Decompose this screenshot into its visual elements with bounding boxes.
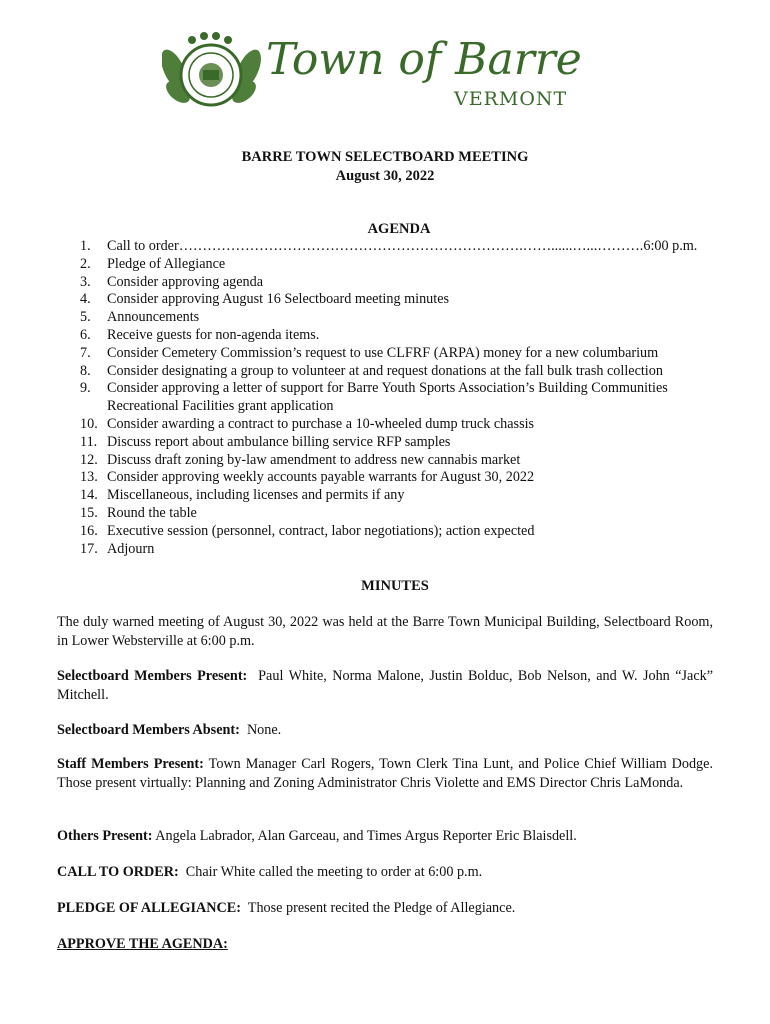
members-absent-text: None. — [246, 722, 282, 738]
agenda-item-number: 1. — [80, 238, 91, 254]
pledge-text: Those present recited the Pledge of Allegiance. — [247, 900, 516, 916]
agenda-item — [80, 541, 740, 559]
agenda-item-text: Receive guests for non-agenda items. — [107, 326, 320, 343]
agenda-item — [80, 469, 740, 487]
staff-present-label: Staff Members Present: — [57, 756, 204, 772]
agenda-item-number: 17. — [80, 540, 98, 557]
agenda-item — [80, 309, 740, 327]
call-to-order-text: Chair White called the meeting to order at 6:00 p.m. — [185, 864, 483, 880]
agenda-item — [80, 274, 740, 292]
agenda-item-number: 7. — [80, 344, 91, 361]
agenda-item-text: Round the table — [107, 504, 197, 521]
agenda-item-text: Consider approving a letter of support for Barre Youth Sports Association’s Building Communities — [107, 380, 668, 397]
agenda-item-number: 4. — [80, 291, 91, 308]
agenda-heading: AGENDA — [367, 221, 431, 237]
agenda-item — [80, 452, 740, 470]
agenda-item-number: 3. — [80, 273, 91, 290]
agenda-item-text: Announcements — [107, 309, 200, 326]
members-present-label: Selectboard Members Present: — [57, 668, 248, 684]
agenda-item — [80, 487, 740, 505]
members-absent-label: Selectboard Members Absent: — [57, 722, 240, 738]
agenda-item-text: Recreational Facilities grant application — [107, 398, 334, 415]
staff-present-text: Town Manager Carl Rogers, Town Clerk Tina Lunt, and Police Chief William Dodge. Those present virtually: Planning and Zoning Administrator Chris Violette and EMS Director Chris LaMonda. — [57, 756, 713, 791]
agenda-item — [80, 416, 740, 434]
agenda-item — [80, 363, 740, 381]
logo-subtitle: VERMONT — [454, 88, 568, 110]
agenda-item — [80, 434, 740, 452]
agenda-item — [80, 291, 740, 309]
agenda-item-number: 10. — [80, 415, 98, 432]
minutes-heading: MINUTES — [361, 578, 429, 594]
agenda-item — [80, 523, 740, 541]
call-to-order — [57, 863, 713, 882]
agenda-item-text: Adjourn — [107, 540, 155, 557]
agenda-item-text: Consider Cemetery Commission’s request to use CLFRF (ARPA) money for a new columbarium — [107, 344, 659, 361]
pledge — [57, 899, 713, 918]
agenda-item-text: Consider approving weekly accounts payable warrants for August 30, 2022 — [107, 469, 535, 486]
agenda-item-text: Executive session (personnel, contract, labor negotiations); action expected — [107, 522, 535, 539]
members-present — [57, 667, 713, 704]
agenda-item-text: Consider awarding a contract to purchase a 10-wheeled dump truck chassis — [107, 415, 535, 432]
agenda-item — [80, 327, 740, 345]
meeting-title: BARRE TOWN SELECTBOARD MEETING — [241, 149, 529, 165]
others-present-label: Others Present: — [57, 828, 153, 844]
call-to-order-label: CALL TO ORDER: — [57, 864, 179, 880]
agenda-item-text: Miscellaneous, including licenses and permits if any — [107, 487, 405, 504]
agenda-item-number: 5. — [80, 309, 91, 326]
agenda-list — [80, 238, 740, 558]
town-seal-icon — [162, 30, 262, 114]
minutes-intro: The duly warned meeting of August 30, 2022 was held at the Barre Town Municipal Building, Selectboard Room, in Lower Websterville at 6:00 p.m. — [57, 614, 713, 649]
agenda-item — [80, 345, 740, 363]
agenda-item-text: Consider approving agenda — [107, 273, 264, 290]
logo-wordmark: Town of Barre — [266, 34, 582, 85]
members-absent — [57, 721, 713, 740]
approve-agenda-heading: APPROVE THE AGENDA: — [57, 936, 228, 952]
agenda-item-number: 9. — [80, 380, 91, 397]
agenda-item — [80, 398, 740, 416]
others-present — [57, 827, 713, 846]
agenda-item-number: 12. — [80, 451, 98, 468]
staff-present — [57, 755, 713, 792]
agenda-item-number: 15. — [80, 504, 98, 521]
town-logo — [162, 30, 582, 114]
agenda-item-number: 14. — [80, 487, 98, 504]
agenda-item-number: 13. — [80, 469, 98, 486]
members-present-text: Paul White, Norma Malone, Justin Bolduc, Bob Nelson, and W. John “Jack” Mitchell. — [57, 668, 714, 703]
agenda-item-text: Call to order……………………………………………………………….……......…...……….6:00 p.m. — [107, 238, 698, 254]
agenda-item-text: Discuss draft zoning by-law amendment to address new cannabis market — [107, 451, 521, 468]
agenda-item — [80, 380, 740, 398]
agenda-item-number: 11. — [80, 433, 98, 450]
agenda-item-number: 2. — [80, 255, 91, 272]
others-present-text: Angela Labrador, Alan Garceau, and Times Argus Reporter Eric Blaisdell. — [155, 828, 577, 844]
agenda-item — [80, 256, 740, 274]
agenda-item — [80, 238, 740, 256]
agenda-item — [80, 505, 740, 523]
agenda-item-number: 16. — [80, 522, 98, 539]
agenda-item-text: Consider approving August 16 Selectboard meeting minutes — [107, 291, 450, 308]
agenda-item-number: 6. — [80, 326, 91, 343]
pledge-label: PLEDGE OF ALLEGIANCE: — [57, 900, 241, 916]
agenda-item-text: Consider designating a group to volunteer at and request donations at the fall bulk trash collection — [107, 362, 663, 379]
agenda-item-text: Pledge of Allegiance — [107, 255, 226, 272]
agenda-item-text: Discuss report about ambulance billing service RFP samples — [107, 433, 451, 450]
agenda-item-number: 8. — [80, 362, 91, 379]
meeting-date: August 30, 2022 — [335, 168, 435, 184]
